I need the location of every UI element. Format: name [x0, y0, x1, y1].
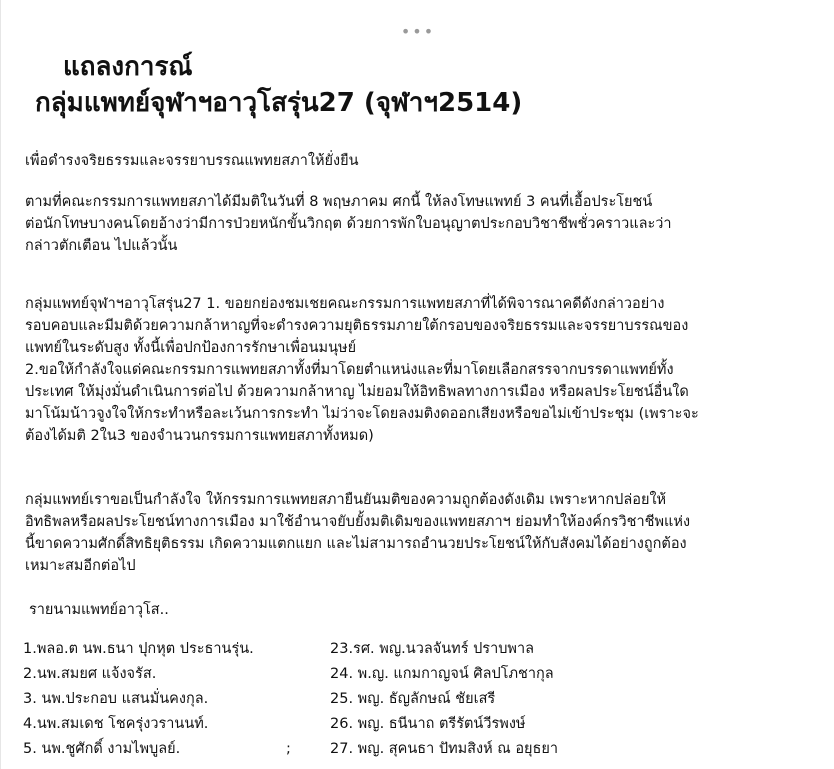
- paragraph-line: มาโน้มน้าวจูงใจให้กระทำหรือละเว้นการกระทำ ไม่ว่าจะโดยลงมติงดออกเสียงหรือขอไม่เข้าประชุม (เพราะจะ: [25, 406, 699, 422]
- announcement-title: แถลงการณ์: [63, 52, 193, 82]
- member-right: 23.รศ. พญ.นวลจันทร์ ปราบพาล: [330, 641, 535, 657]
- paragraph-line: อิทธิพลหรือผลประโยชน์ทางการเมือง มาใช้อำนาจยับยั้งมติเดิมของแพทยสภาฯ ย่อมทำให้องค์กรวิชาชีพแห่ง: [25, 514, 691, 530]
- member-right: 24. พ.ญ. แกมกาญจน์ ศิลปโภชากุล: [330, 666, 554, 682]
- purpose-paragraph: [25, 150, 825, 172]
- paragraph-line: แพทย์ในระดับสูง ทั้งนี้เพื่อปกป้องการรักษาเพื่อนมนุษย์: [25, 340, 357, 356]
- member-left: 4.นพ.สมเดช โชครุ่งวรานนท์.: [23, 716, 209, 732]
- member-left: 2.นพ.สมยศ แจ้งจรัส.: [23, 666, 157, 682]
- more-options-icon[interactable]: •••: [400, 22, 436, 41]
- paragraph-line: ตามที่คณะกรรมการแพทยสภาได้มีมติในวันที่ 8 พฤษภาคม ศกนี้ ให้ลงโทษแพทย์ 3 คนที่เอื้อประโยชน์: [25, 194, 653, 210]
- paragraph-line: เหมาะสมอีกต่อไป: [25, 558, 136, 574]
- member-row: [23, 637, 823, 662]
- member-row: [23, 662, 823, 687]
- member-row: [23, 712, 823, 737]
- paragraph-line: 2.ขอให้กำลังใจแด่คณะกรรมการแพทยสภาทั้งที่มาโดยตำแหน่งและที่มาโดยเลือกสรรจากบรรดาแพทย์ทั้ง: [25, 362, 674, 378]
- member-right: 25. พญ. ธัญลักษณ์ ชัยเสรี: [330, 691, 496, 707]
- paragraph-line: กลุ่มแพทย์จุฬาฯอาวุโสรุ่น27 1. ขอยกย่องชมเชยคณะกรรมการแพทยสภาที่ได้พิจารณาคดีดังกล่าวอย่าง: [25, 296, 665, 312]
- member-row: [23, 737, 823, 762]
- paragraph-line: เพื่อดำรงจริยธรรมและจรรยาบรรณแพทยสภาให้ยั่งยืน: [25, 153, 359, 169]
- member-right: 27. พญ. สุคนธา ปัทมสิงห์ ณ อยุธยา: [330, 741, 559, 757]
- paragraph-line: ประเทศ ให้มุ่งมั่นดำเนินการต่อไป ด้วยความกล้าหาญ ไม่ยอมให้อิทธิพลทางการเมือง หรือผลประโยชน์อื่นใด: [25, 384, 689, 400]
- paragraph-line: นี้ขาดความศักดิ์สิทธิยุติธรรม เกิดความแตกแยก และไม่สามารถอำนวยประโยชน์ให้กับสังคมได้อย่างถูกต้อง: [25, 536, 687, 552]
- support-paragraph: [25, 489, 825, 577]
- background-paragraph: [25, 191, 825, 257]
- member-list: [23, 637, 823, 762]
- paragraph-line: กล่าวตักเตือน ไปแล้วนั้น: [25, 238, 178, 254]
- member-left: 3. นพ.ประกอบ แสนมั่นคงกุล.: [23, 691, 209, 707]
- paragraph-line: ต้องได้มติ 2ใน3 ของจำนวนกรรมการแพทยสภาทั้งหมด): [25, 428, 374, 444]
- paragraph-line: ต่อนักโทษบางคนโดยอ้างว่ามีการป่วยหนักขั้นวิกฤต ด้วยการพักใบอนุญาตประกอบวิชาชีพชั่วคราวและว่า: [25, 216, 672, 232]
- member-right: 26. พญ. ธนีนาถ ตรีรัตน์วีรพงษ์: [330, 716, 526, 732]
- paragraph-line: กลุ่มแพทย์เราขอเป็นกำลังใจ ให้กรรมการแพทยสภายืนยันมติของความถูกต้องดังเดิม เพราะหากปล่อยให้: [25, 492, 667, 508]
- member-left: 5. นพ.ชูศักดิ์ งามไพบูลย์.: [23, 741, 181, 757]
- resolution-paragraph: [25, 293, 825, 447]
- paragraph-line: รอบคอบและมีมติด้วยความกล้าหาญที่จะดำรงความยุติธรรมภายใต้กรอบของจริยธรรมและจรรยาบรรณของ: [25, 318, 689, 334]
- member-left: 1.พลอ.ต นพ.ธนา ปุกหุต ประธานรุ่น.: [23, 641, 254, 657]
- signatories-heading: รายนามแพทย์อาวุโส..: [29, 602, 169, 618]
- member-row: [23, 687, 823, 712]
- member-separator: ;: [286, 741, 291, 757]
- announcement-subtitle: กลุ่มแพทย์จุฬาฯอาวุโสรุ่น27 (จุฬาฯ2514): [35, 88, 523, 118]
